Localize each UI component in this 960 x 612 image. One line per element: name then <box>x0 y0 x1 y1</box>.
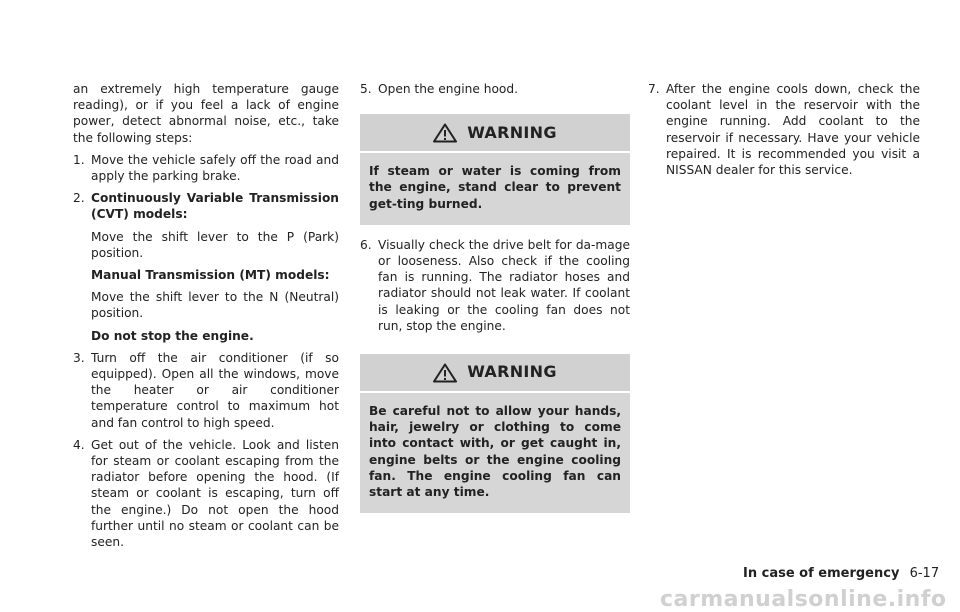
warning-box-steam <box>360 114 630 225</box>
step-number: 1. <box>73 152 85 167</box>
step-7 <box>648 81 920 178</box>
column-1 <box>73 81 339 550</box>
step-text: Open the engine hood. <box>378 82 518 96</box>
watermark: carmanualsonline.info <box>660 587 947 612</box>
warning-title: WARNING <box>467 362 557 382</box>
do-not-stop-note: Do not stop the engine. <box>91 328 254 343</box>
cvt-heading: Continuously Variable Transmission (CVT) models: <box>91 191 339 222</box>
step-6 <box>360 237 630 334</box>
step-text: Turn off the air conditioner (if so equipped). Open all the windows, move the heater or air conditioner temperature control to maximum hot and fan control to high speed. <box>91 350 339 430</box>
step-4 <box>73 437 339 550</box>
column-3 <box>648 81 920 178</box>
warning-triangle-icon <box>433 123 457 143</box>
step-text: After the engine cools down, check the coolant level in the reservoir with the engine running. Add coolant to the reservoir if necessary. Have your vehicle repaired. It is recommended you visit a NISSAN dealer for this service. <box>666 82 920 178</box>
page-number: 6-17 <box>909 566 940 581</box>
step-text: Get out of the vehicle. Look and listen for steam or coolant escaping from the radiator before opening the hood. (If steam or coolant is escaping, turn off the engine.) Do not open the hood further until no steam or coolant can be seen. <box>91 437 339 550</box>
step-number: 6. <box>360 237 372 252</box>
intro-paragraph: an extremely high temperature gauge reading), or if you feel a lack of engine power, detect abnormal noise, etc., take the following steps: <box>73 82 339 145</box>
step-text: Move the vehicle safely off the road and apply the parking brake. <box>91 152 339 184</box>
step-number: 3. <box>73 350 85 365</box>
column-2 <box>360 81 630 525</box>
warning-header <box>360 114 630 153</box>
step-number: 7. <box>648 82 660 96</box>
warning-text: If steam or water is coming from the engine, stand clear to prevent get-ting burned. <box>369 164 621 211</box>
step-number: 4. <box>73 437 85 452</box>
step-text: Visually check the drive belt for da-mage or looseness. Also check if the cooling fan is running. The radiator hoses and radiator should not leak water. If coolant is leaking or the cooling fan does not run, stop the engine. <box>378 237 630 333</box>
step-5 <box>360 81 630 97</box>
warning-title: WARNING <box>467 122 557 142</box>
warning-triangle-icon <box>433 363 457 383</box>
step-number: 5. <box>360 82 372 96</box>
page-footer <box>743 566 939 581</box>
step-1 <box>73 152 339 184</box>
step-3 <box>73 350 339 431</box>
mt-heading: Manual Transmission (MT) models: <box>91 268 330 283</box>
cvt-text: Move the shift lever to the P (Park) position. <box>91 229 339 260</box>
mt-text: Move the shift lever to the N (Neutral) position. <box>91 290 339 321</box>
section-title: In case of emergency <box>743 566 900 581</box>
step-number: 2. <box>73 191 85 206</box>
warning-header <box>360 354 630 393</box>
warning-box-fan <box>360 354 630 513</box>
warning-text: Be careful not to allow your hands, hair, jewelry or clothing to come into contact with, or get caught in, engine belts or the engine cooling fan. The engine cooling fan can start at any time. <box>369 404 621 500</box>
step-2 <box>73 190 339 344</box>
